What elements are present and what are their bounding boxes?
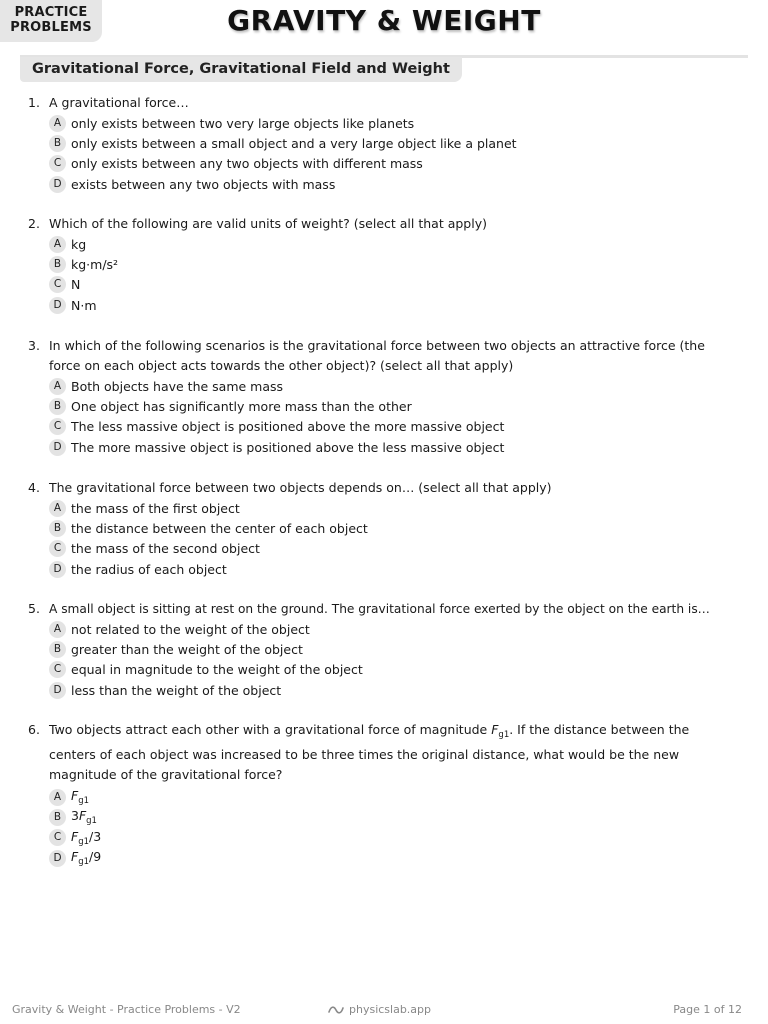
force-symbol: F [78,808,87,824]
option-text: not related to the weight of the object [71,621,310,637]
answer-option-d[interactable] [28,680,734,700]
answer-option-c[interactable] [28,828,734,848]
question-number: 1. [28,95,40,110]
option-letter-badge: D [49,850,66,867]
question-4 [28,478,734,579]
answer-option-a[interactable] [28,787,734,807]
question-text: The gravitational force between two objects depends on… (select all that apply) [49,480,552,495]
option-text: exists between any two objects with mass [71,176,336,192]
question-text: Which of the following are valid units of weight? (select all that apply) [49,216,487,231]
option-letter-badge: D [49,682,66,699]
option-text [71,849,101,867]
option-letter-badge: B [49,256,66,273]
question-3 [28,336,734,457]
section-title: Gravitational Force, Gravitational Field and Weight [20,57,462,82]
question-number: 2. [28,216,40,231]
option-text: One object has significantly more mass than the other [71,398,412,414]
option-text [71,808,97,826]
option-letter-badge: A [49,236,66,253]
question-number: 4. [28,480,40,495]
answer-option-c[interactable] [28,539,734,559]
option-letter-badge: B [49,641,66,658]
option-letter-badge: A [49,378,66,395]
question-2 [28,214,734,315]
option-text: less than the weight of the object [71,682,282,698]
option-letter-badge: A [49,621,66,638]
option-letter-badge: C [49,829,66,846]
option-text: equal in magnitude to the weight of the object [71,662,363,678]
answer-option-a[interactable] [28,376,734,396]
option-text: only exists between a small object and a very large object like a planet [71,135,517,151]
answer-option-b[interactable] [28,518,734,538]
footer-brand[interactable] [328,1003,431,1016]
answer-option-c[interactable] [28,417,734,437]
force-subscript: g1 [78,836,90,847]
option-text: greater than the weight of the object [71,641,303,657]
force-symbol: F [71,828,79,844]
tag-line-2: PROBLEMS [10,20,92,35]
option-letter-badge: C [49,540,66,557]
question-text: A small object is sitting at rest on the ground. The gravitational force exerted by the object on the earth is… [49,602,710,616]
force-symbol: F [491,722,499,737]
option-text: the mass of the second object [71,541,260,557]
option-text: the mass of the first object [71,500,240,516]
answer-option-c[interactable] [28,154,734,174]
answer-option-d[interactable] [28,295,734,315]
option-letter-badge: A [49,500,66,517]
question-5 [28,599,734,700]
option-prefix: 3 [71,808,79,824]
answer-option-a[interactable] [28,498,734,518]
footer-brand-text: physicslab.app [349,1003,432,1016]
page-number: Page 1 of 12 [673,1003,742,1016]
tag-line-1: PRACTICE [14,5,88,20]
option-text: the radius of each object [71,561,227,577]
option-text: only exists between two very large objects like planets [71,115,415,131]
option-letter-badge: B [49,809,66,826]
option-text [71,788,89,806]
force-subscript: g1 [498,730,510,740]
option-text: The more massive object is positioned above the less massive object [71,439,505,455]
answer-option-b[interactable] [28,396,734,416]
answer-option-b[interactable] [28,639,734,659]
question-1 [28,93,734,194]
question-number: 6. [28,722,40,737]
answer-option-a[interactable] [28,113,734,133]
question-number: 5. [28,601,40,616]
option-letter-badge: C [49,155,66,172]
footer-document-title: Gravity & Weight - Practice Problems - V2 [12,1003,241,1016]
question-number: 3. [28,338,40,353]
option-text: N·m [71,297,97,313]
option-letter-badge: B [49,135,66,152]
force-subscript: g1 [78,796,90,807]
question-text-after: . If the distance between the centers of each object was increased to be three times the original distance, what would be the new magnitude of the gravitational force? [49,722,690,782]
option-letter-badge: D [49,176,66,193]
option-letter-badge: A [49,115,66,132]
option-text: only exists between any two objects with different mass [71,156,423,172]
option-letter-badge: C [49,276,66,293]
option-letter-badge: C [49,661,66,678]
option-letter-badge: C [49,418,66,435]
option-letter-badge: A [49,789,66,806]
answer-option-c[interactable] [28,275,734,295]
option-text: the distance between the center of each object [71,520,368,536]
answer-option-d[interactable] [28,559,734,579]
option-suffix: /9 [89,849,102,865]
question-text: A gravitational force… [49,95,189,110]
force-subscript: g1 [86,816,97,827]
force-subscript: g1 [78,857,90,868]
option-letter-badge: D [49,297,66,314]
question-6 [28,720,734,868]
physicslab-logo-icon [328,1004,344,1016]
answer-option-d[interactable] [28,174,734,194]
question-text-before: Two objects attract each other with a gravitational force of magnitude [49,722,492,737]
option-text: kg·m/s² [71,256,119,272]
answer-option-d[interactable] [28,848,734,868]
answer-option-d[interactable] [28,437,734,457]
option-text: N [71,277,81,293]
option-letter-badge: B [49,398,66,415]
answer-option-b[interactable] [28,254,734,274]
option-suffix: /3 [89,828,102,844]
answer-option-b[interactable] [28,807,734,827]
page-title: GRAVITY & WEIGHT [227,4,541,37]
option-text: kg [71,236,87,252]
option-letter-badge: B [49,520,66,537]
option-letter-badge: D [49,561,66,578]
option-text: The less massive object is positioned above the more massive object [71,419,505,435]
question-text [49,720,734,785]
force-symbol: F [71,849,79,865]
option-text: Both objects have the same mass [71,378,284,394]
force-symbol: F [71,788,79,804]
answer-option-a[interactable] [28,234,734,254]
answer-option-a[interactable] [28,619,734,639]
answer-option-c[interactable] [28,660,734,680]
option-letter-badge: D [49,439,66,456]
answer-option-b[interactable] [28,133,734,153]
question-text: In which of the following scenarios is the gravitational force between two objects an attractive force (the force on each object acts towards the other object)? (select all that apply) [49,338,705,373]
option-text [71,829,101,847]
